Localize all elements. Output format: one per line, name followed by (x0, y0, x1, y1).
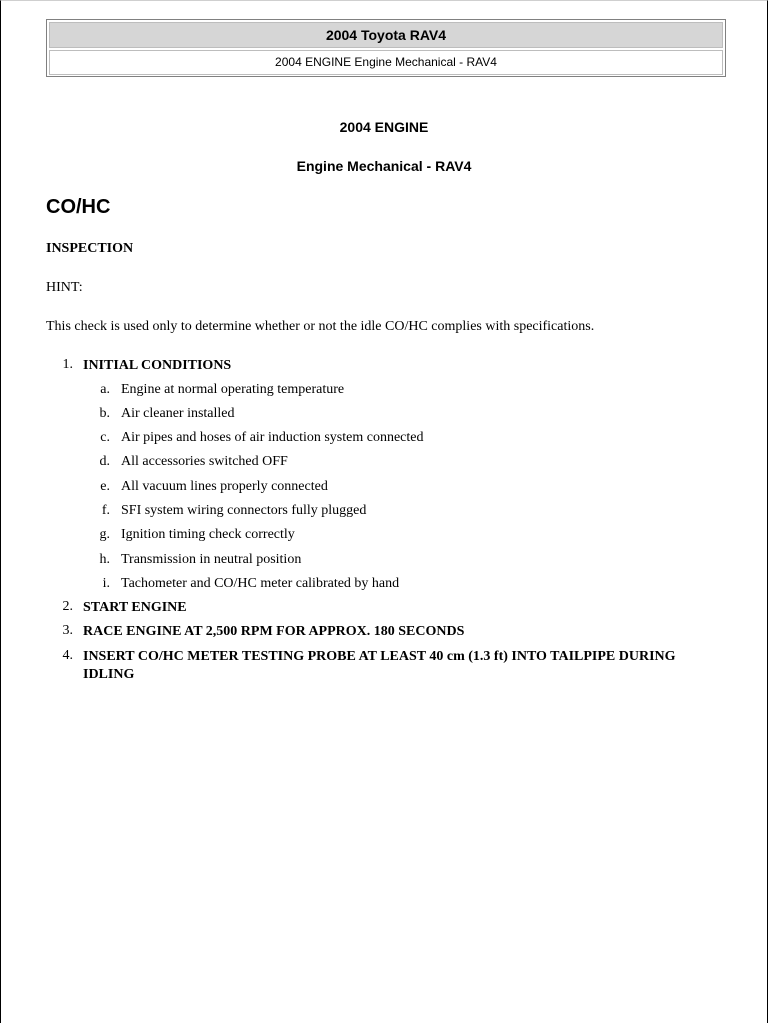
sub-step-letter: f. (101, 503, 110, 518)
sub-step-text: All vacuum lines properly connected (121, 479, 328, 494)
sub-step-letter: i. (102, 576, 110, 591)
sub-step-letter: h. (99, 552, 110, 567)
step-text: INITIAL CONDITIONS (83, 358, 232, 373)
step-text: RACE ENGINE AT 2,500 RPM FOR APPROX. 180 SECONDS (83, 624, 465, 639)
sub-step-text: Tachometer and CO/HC meter calibrated by hand (121, 576, 400, 591)
step-number: 1. (62, 357, 73, 372)
hint-label: HINT: (46, 280, 83, 295)
sub-step-letter: e. (100, 479, 110, 494)
sub-step-letter: b. (99, 406, 110, 421)
step-number: 3. (62, 623, 73, 638)
step-text: INSERT CO/HC METER TESTING PROBE AT LEAST 40 cm (1.3 ft) INTO TAILPIPE DURING IDLING (83, 649, 676, 682)
step-text: START ENGINE (83, 600, 187, 615)
sub-step-text: Air cleaner installed (121, 406, 235, 421)
sub-step-letter: a. (100, 382, 110, 397)
sub-step-text: All accessories switched OFF (121, 454, 288, 469)
sub-step-text: Ignition timing check correctly (121, 527, 295, 542)
sub-step-text: Transmission in neutral position (121, 552, 302, 567)
document-header (46, 19, 726, 77)
sub-step-letter: d. (99, 454, 110, 469)
step-number: 2. (62, 599, 73, 614)
section-title: CO/HC (46, 196, 111, 218)
sub-step-letter: g. (99, 527, 110, 542)
sub-step-text: SFI system wiring connectors fully plugged (121, 503, 367, 518)
sub-step-letter: c. (100, 430, 110, 445)
header-title: 2004 Toyota RAV4 (49, 22, 723, 48)
doc-heading-engine: 2004 ENGINE (339, 119, 429, 135)
doc-heading-mechanical: Engine Mechanical - RAV4 (296, 158, 472, 174)
sub-step-text: Engine at normal operating temperature (121, 382, 345, 397)
intro-text: This check is used only to determine whether or not the idle CO/HC complies with specifications. (46, 319, 595, 334)
inspection-heading: INSPECTION (46, 241, 134, 256)
header-subtitle: 2004 ENGINE Engine Mechanical - RAV4 (49, 50, 723, 75)
step-number: 4. (62, 648, 73, 663)
sub-step-text: Air pipes and hoses of air induction system connected (121, 430, 424, 445)
